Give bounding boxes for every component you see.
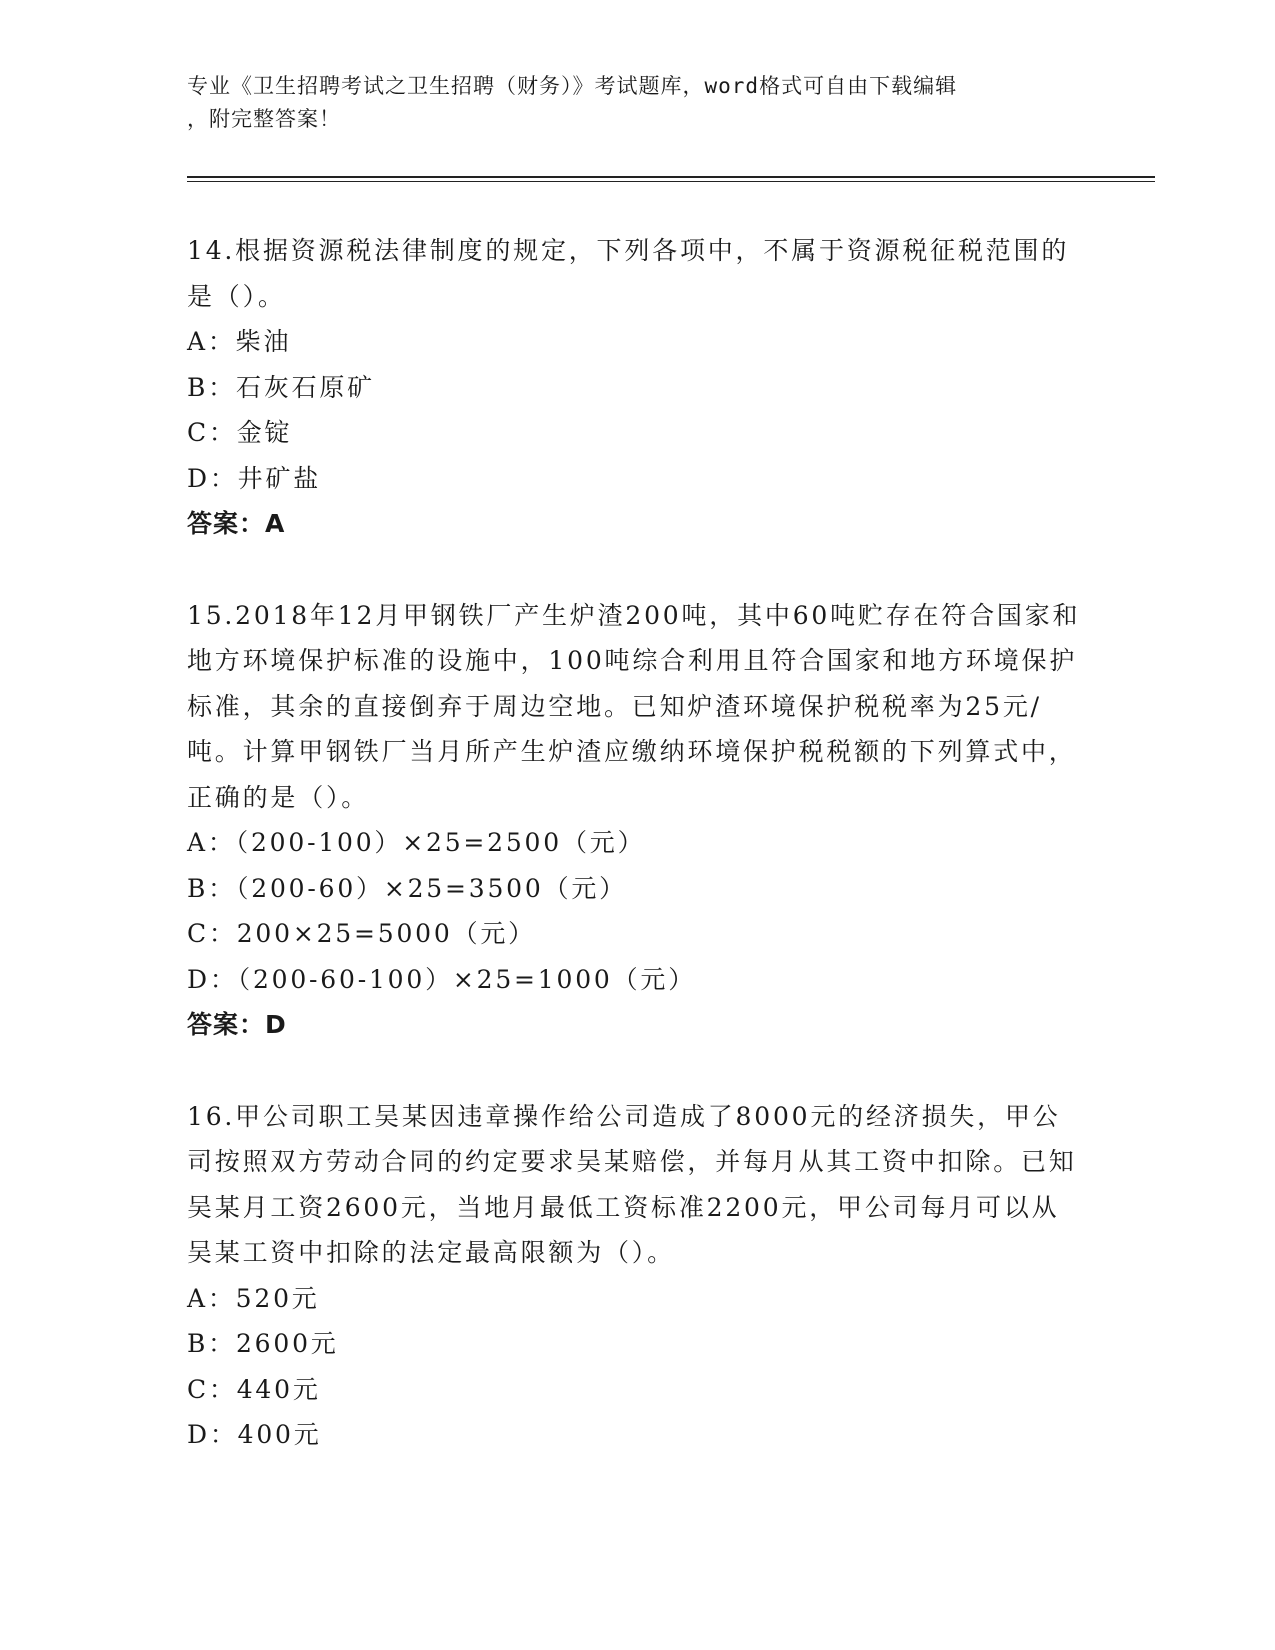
header-line-1: 专业《卫生招聘考试之卫生招聘（财务）》考试题库，word格式可自由下载编辑 [187, 74, 958, 98]
option-d: D：（200-60-100）×25=1000（元） [187, 964, 697, 994]
question-14 [187, 228, 1147, 547]
header-divider [187, 176, 1155, 182]
answer-label: 答案：D [187, 1010, 287, 1039]
option-c: C：金锭 [187, 418, 293, 447]
option-a: A：柴油 [187, 327, 292, 356]
option-b: B：石灰石原矿 [187, 372, 375, 402]
header-line-2: ，附完整答案！ [187, 107, 341, 131]
question-15 [187, 593, 1147, 1048]
question-stem: 16.甲公司职工吴某因违章操作给公司造成了8000元的经济损失，甲公司按照双方劳动合同的约定要求吴某赔偿，并每月从其工资中扣除。已知吴某月工资2600元，当地月最低工资标准2200元，甲公司每月可以从吴某工资中扣除的法定最高限额为（）。 [187, 1101, 1077, 1267]
question-stem: 15.2018年12月甲钢铁厂产生炉渣200吨，其中60吨贮存在符合国家和地方环境保护标准的设施中，100吨综合利用且符合国家和地方环境保护标准，其余的直接倒弃于周边空地。已知炉渣环境保护税税率为25元/吨。计算甲钢铁厂当月所产生炉渣应缴纳环境保护税税额的下列算式中，正确的是（）。 [187, 600, 1081, 812]
option-c: C：200×25=5000（元） [187, 919, 536, 948]
question-16 [187, 1094, 1147, 1458]
option-b: B：（200-60）×25=3500（元） [187, 873, 627, 903]
option-b: B：2600元 [187, 1329, 339, 1358]
question-stem: 14.根据资源税法律制度的规定，下列各项中，不属于资源税征税范围的是（）。 [187, 236, 1070, 311]
option-a: A：520元 [187, 1283, 320, 1313]
document-header [187, 70, 1067, 136]
option-d: D：400元 [187, 1420, 322, 1449]
answer-label: 答案：A [187, 509, 286, 538]
option-c: C：440元 [187, 1374, 321, 1404]
option-d: D：井矿盐 [187, 463, 322, 493]
document-page [187, 70, 1147, 1458]
option-a: A：（200-100）×25=2500（元） [187, 828, 646, 857]
